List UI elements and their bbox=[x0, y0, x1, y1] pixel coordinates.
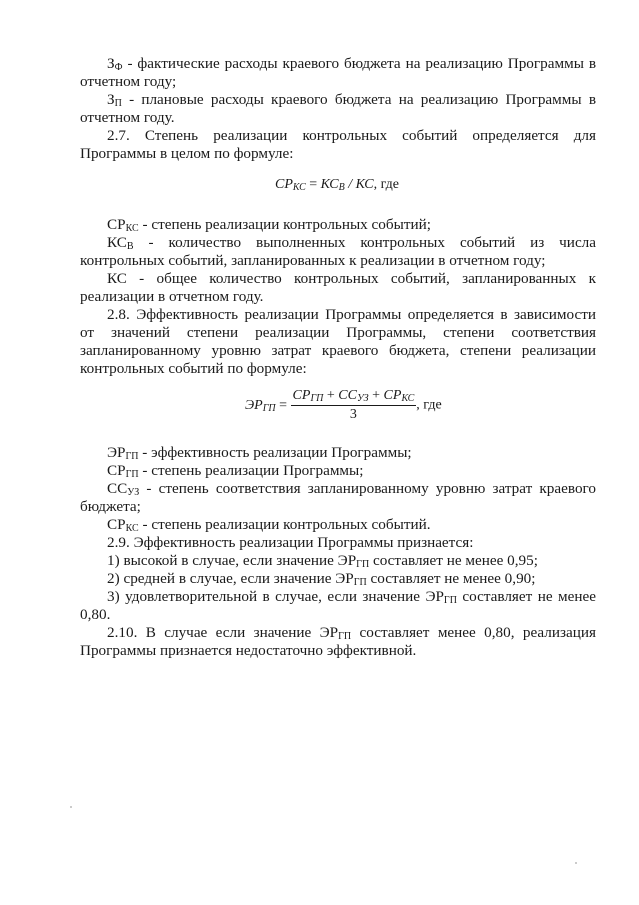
paragraph-text: - степень реализации контрольных событий. bbox=[138, 516, 431, 533]
paragraph-text: - эффективность реализации Программы; bbox=[138, 444, 412, 461]
formula-term: КС bbox=[320, 177, 339, 192]
subscript: КС bbox=[125, 523, 139, 534]
paragraph-text: составляет не менее 0,90; bbox=[366, 570, 536, 587]
symbol: З bbox=[107, 91, 115, 108]
scan-speck bbox=[70, 806, 72, 808]
formula-operator: + bbox=[368, 388, 384, 403]
formula-term: СР bbox=[383, 388, 402, 403]
formula-tail: , где bbox=[373, 177, 399, 192]
paragraph-text: 2.10. В случае если значение ЭР bbox=[107, 624, 339, 641]
scan-speck bbox=[575, 862, 577, 864]
paragraph-text: 3) удовлетворительной в случае, если значение ЭР bbox=[107, 588, 444, 605]
paragraph-text: - количество выполненных контрольных событий из числа контрольных событий, запланированных к реализации в отчетном году; bbox=[80, 234, 596, 269]
paragraph-2-9 bbox=[80, 534, 596, 552]
formula-lhs bbox=[245, 398, 291, 413]
subscript: ГП bbox=[125, 469, 139, 480]
symbol: СС bbox=[107, 480, 128, 497]
paragraph-text: 1) высокой в случае, если значение ЭР bbox=[107, 552, 357, 569]
paragraph-zp bbox=[80, 91, 596, 127]
paragraph-zf bbox=[80, 55, 596, 91]
symbol: З bbox=[107, 55, 115, 72]
subscript: КС bbox=[401, 393, 415, 404]
paragraph-cr-ks-def bbox=[80, 216, 596, 234]
formula-term: СС bbox=[338, 388, 357, 403]
subscript: ГП bbox=[262, 402, 276, 414]
paragraph-text: - степень реализации Программы; bbox=[138, 462, 364, 479]
formula-fraction bbox=[291, 388, 417, 423]
subscript: ГП bbox=[310, 393, 324, 404]
subscript: ГП bbox=[338, 631, 352, 642]
subscript: ГП bbox=[353, 577, 367, 588]
paragraph-text: - степень соответствия запланированному уровню затрат краевого бюджета; bbox=[80, 480, 596, 515]
paragraph-text: составляет не менее 0,80. bbox=[80, 588, 596, 623]
paragraph-ksv-def bbox=[80, 234, 596, 270]
fraction-numerator bbox=[291, 388, 417, 406]
paragraph-cr-ks-def-2 bbox=[80, 516, 596, 534]
formula-term: СР bbox=[292, 388, 311, 403]
formula-er-gp bbox=[245, 388, 442, 423]
formula-operator: = bbox=[305, 177, 321, 192]
symbol: КС bbox=[107, 234, 127, 251]
paragraph-text: - фактические расходы краевого бюджета на реализацию Программы в отчетном году; bbox=[80, 55, 596, 90]
subscript: КС bbox=[292, 182, 306, 193]
paragraph-text: - плановые расходы краевого бюджета на реализацию Программы в отчетном году. bbox=[80, 91, 596, 126]
symbol: ЭР bbox=[107, 444, 126, 461]
paragraph-text: 2) средней в случае, если значение ЭР bbox=[107, 570, 354, 587]
subscript: Ф bbox=[114, 62, 123, 73]
formula-term: / КС bbox=[344, 177, 374, 192]
symbol: СР bbox=[107, 516, 126, 533]
subscript: П bbox=[114, 98, 122, 109]
subscript: ГП bbox=[443, 595, 457, 606]
formula-cr-ks bbox=[275, 177, 399, 193]
fraction-denominator: 3 bbox=[349, 407, 357, 422]
paragraph-text: составляет менее 0,80, реализация Программы признается недостаточно эффективной. bbox=[80, 624, 596, 659]
subscript: В bbox=[126, 241, 134, 252]
paragraph-text: 2.9. Эффективность реализации Программы признается: bbox=[107, 534, 474, 551]
paragraph-cc-uz-def bbox=[80, 480, 596, 516]
paragraph-2-8 bbox=[80, 306, 596, 378]
symbol: СР bbox=[107, 462, 126, 479]
formula-operator: = bbox=[275, 397, 291, 413]
subscript: УЗ bbox=[356, 393, 369, 404]
paragraph-text: КС - общее количество контрольных событий, запланированных к реализации в отчетном году. bbox=[80, 270, 596, 305]
subscript: КС bbox=[125, 223, 139, 234]
formula-operator: + bbox=[323, 388, 339, 403]
list-item-satisfactory bbox=[80, 588, 596, 624]
subscript: В bbox=[338, 182, 345, 193]
paragraph-er-gp-def bbox=[80, 444, 596, 462]
paragraph-text: - степень реализации контрольных событий; bbox=[138, 216, 431, 233]
list-item-high bbox=[80, 552, 596, 570]
symbol: СР bbox=[107, 216, 126, 233]
subscript: ГП bbox=[125, 451, 139, 462]
paragraph-text: 2.7. Степень реализации контрольных событий определяется для Программы в целом по формуле: bbox=[80, 127, 596, 162]
paragraph-2-10 bbox=[80, 624, 596, 660]
list-item-medium bbox=[80, 570, 596, 588]
paragraph-text: составляет не менее 0,95; bbox=[369, 552, 538, 569]
subscript: УЗ bbox=[127, 487, 140, 498]
paragraph-cr-gp-def bbox=[80, 462, 596, 480]
formula-term: ЭР bbox=[245, 397, 263, 413]
subscript: ГП bbox=[356, 559, 370, 570]
paragraph-text: 2.8. Эффективность реализации Программы определяется в зависимости от значений степени реализации Программы, степени соответствия запланированному уровню затрат краевого бюджета, степени реализации контрольных событий по формуле: bbox=[80, 306, 596, 377]
formula-tail: , где bbox=[416, 397, 442, 413]
paragraph-ks-def bbox=[80, 270, 596, 306]
paragraph-2-7 bbox=[80, 127, 596, 163]
formula-term: СР bbox=[275, 177, 293, 192]
